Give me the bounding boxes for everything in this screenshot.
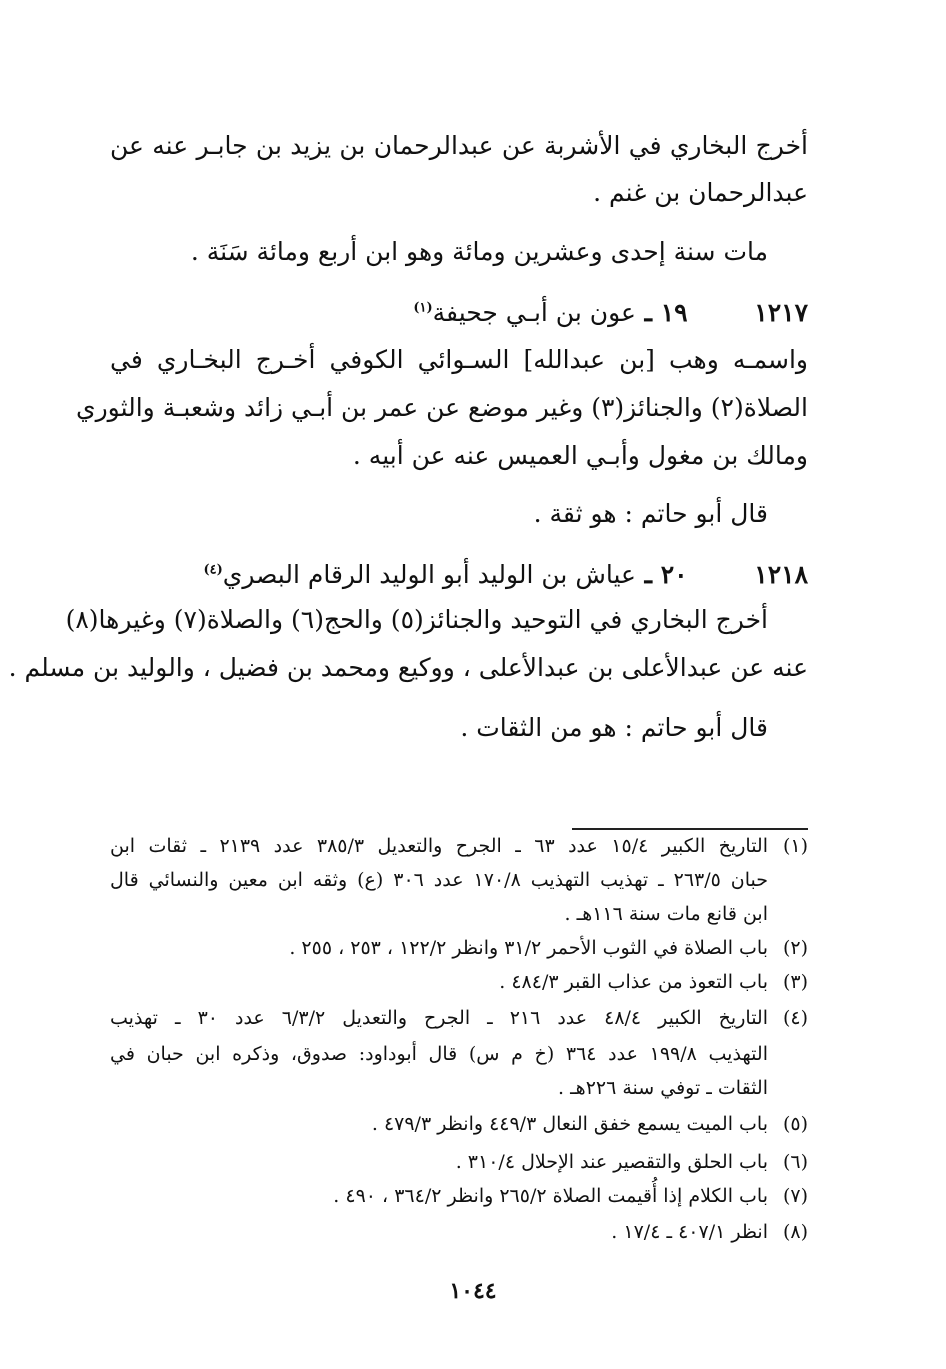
footnote-line: باب الميت يسمع خفق النعال ٤٤٩/٣ وانظر ٤٧٩/٣ . (371, 1113, 768, 1135)
footnote-line: التهذيب ١٩٩/٨ عدد ٣٦٤ (خ م س) قال أبوداود: صدوق، وذكره ابن حبان في (110, 1043, 768, 1065)
entry-heading (203, 557, 808, 593)
main-text-line: عنه عن عبدالأعلى بن عبدالأعلى ، ووكيع ومحمد بن فضيل ، والوليد بن مسلم . (8, 653, 808, 682)
main-text-line: قال أبو حاتم : هو من الثقات . (460, 713, 768, 742)
footnote-separator (572, 828, 808, 830)
footnote-marker: (١) (782, 835, 808, 857)
footnote-line: باب الصلاة في الثوب الأحمر ٣١/٢ وانظر ١٢٢/٢ ، ٢٥٣ ، ٢٥٥ . (289, 937, 768, 959)
footnote-marker: (٦) (782, 1151, 808, 1173)
footnote-ref: (٤) (203, 562, 223, 578)
main-text-line: ومالك بن مغول وأبـي العميس عنه عن أبيه . (352, 441, 808, 470)
footnote-ref: (١) (413, 300, 433, 316)
main-text-line: الصلاة(٢) والجنائز(٣) وغير موضع عن عمر بن أبـي زائد وشعبـة والثوري (76, 393, 808, 422)
footnote-line: التاريخ الكبير ١٥/٤ عدد ٦٣ ـ الجرح والتعديل ٣٨٥/٣ عدد ٢١٣٩ ـ ثقات ابن (110, 835, 768, 857)
entry-title: عياش بن الوليد أبو الوليد الرقام البصري (222, 560, 636, 589)
entry-dash: ـ (644, 560, 652, 589)
entry-number: ١٢١٨ (754, 560, 808, 589)
entry-subnumber: ٢٠ (660, 560, 688, 589)
main-text-line: أخرج البخاري في الأشربة عن عبدالرحمان بن يزيد بن جابـر عنه عن (110, 131, 808, 160)
entry-heading (413, 295, 808, 331)
footnote-line: ابن قانع مات سنة ١١٦هـ . (564, 903, 768, 925)
footnote-marker: (٧) (782, 1185, 808, 1207)
main-text-line: عبدالرحمان بن غنم . (593, 178, 808, 207)
footnote-line: الثقات ـ توفي سنة ٢٢٦هـ . (558, 1077, 768, 1099)
footnote-marker: (٥) (782, 1113, 808, 1135)
footnote-line: باب الكلام إذا أُقيمت الصلاة ٢٦٥/٢ وانظر ٣٦٤/٢ ، ٤٩٠ . (333, 1185, 768, 1207)
footnote-marker: (٨) (782, 1221, 808, 1243)
footnote-marker: (٢) (782, 937, 808, 959)
main-text-line: واسمـه وهب [بن عبدالله] السـوائي الكوفي أخـرج البخـاري في (110, 345, 808, 374)
main-text-line: مات سنة إحدى وعشرين ومائة وهو ابن أربع ومائة سَنَة . (190, 237, 768, 266)
footnote-line: باب الحلق والتقصير عند الإحلال ٣١٠/٤ . (455, 1151, 768, 1173)
entry-subnumber: ١٩ (660, 298, 688, 327)
footnote-line: حبان ٢٦٣/٥ ـ تهذيب التهذيب ١٧٠/٨ عدد ٣٠٦ (ع) وثقه ابن معين والنسائي قال (110, 869, 769, 891)
footnote-line: التاريخ الكبير ٤٨/٤ عدد ٢١٦ ـ الجرح والتعديل ٦/٣/٢ عدد ٣٠ ـ تهذيب (110, 1007, 768, 1029)
entry-number: ١٢١٧ (754, 298, 808, 327)
main-text-line: قال أبو حاتم : هو ثقة . (533, 499, 768, 528)
page-number: ١٠٤٤ (449, 1278, 497, 1304)
footnote-line: انظر ٤٠٧/١ ـ ١٧/٤ . (611, 1221, 768, 1243)
footnote-line: باب التعوذ من عذاب القبر ٤٨٤/٣ . (499, 971, 768, 993)
entry-dash: ـ (644, 298, 652, 327)
footnote-marker: (٣) (782, 971, 808, 993)
main-text-line: أخرج البخاري في التوحيد والجنائز(٥) والحج(٦) والصلاة(٧) وغيرها(٨) (65, 605, 768, 634)
entry-title: عون بن أبـي جحيفة (432, 298, 636, 327)
footnote-marker: (٤) (782, 1007, 808, 1029)
